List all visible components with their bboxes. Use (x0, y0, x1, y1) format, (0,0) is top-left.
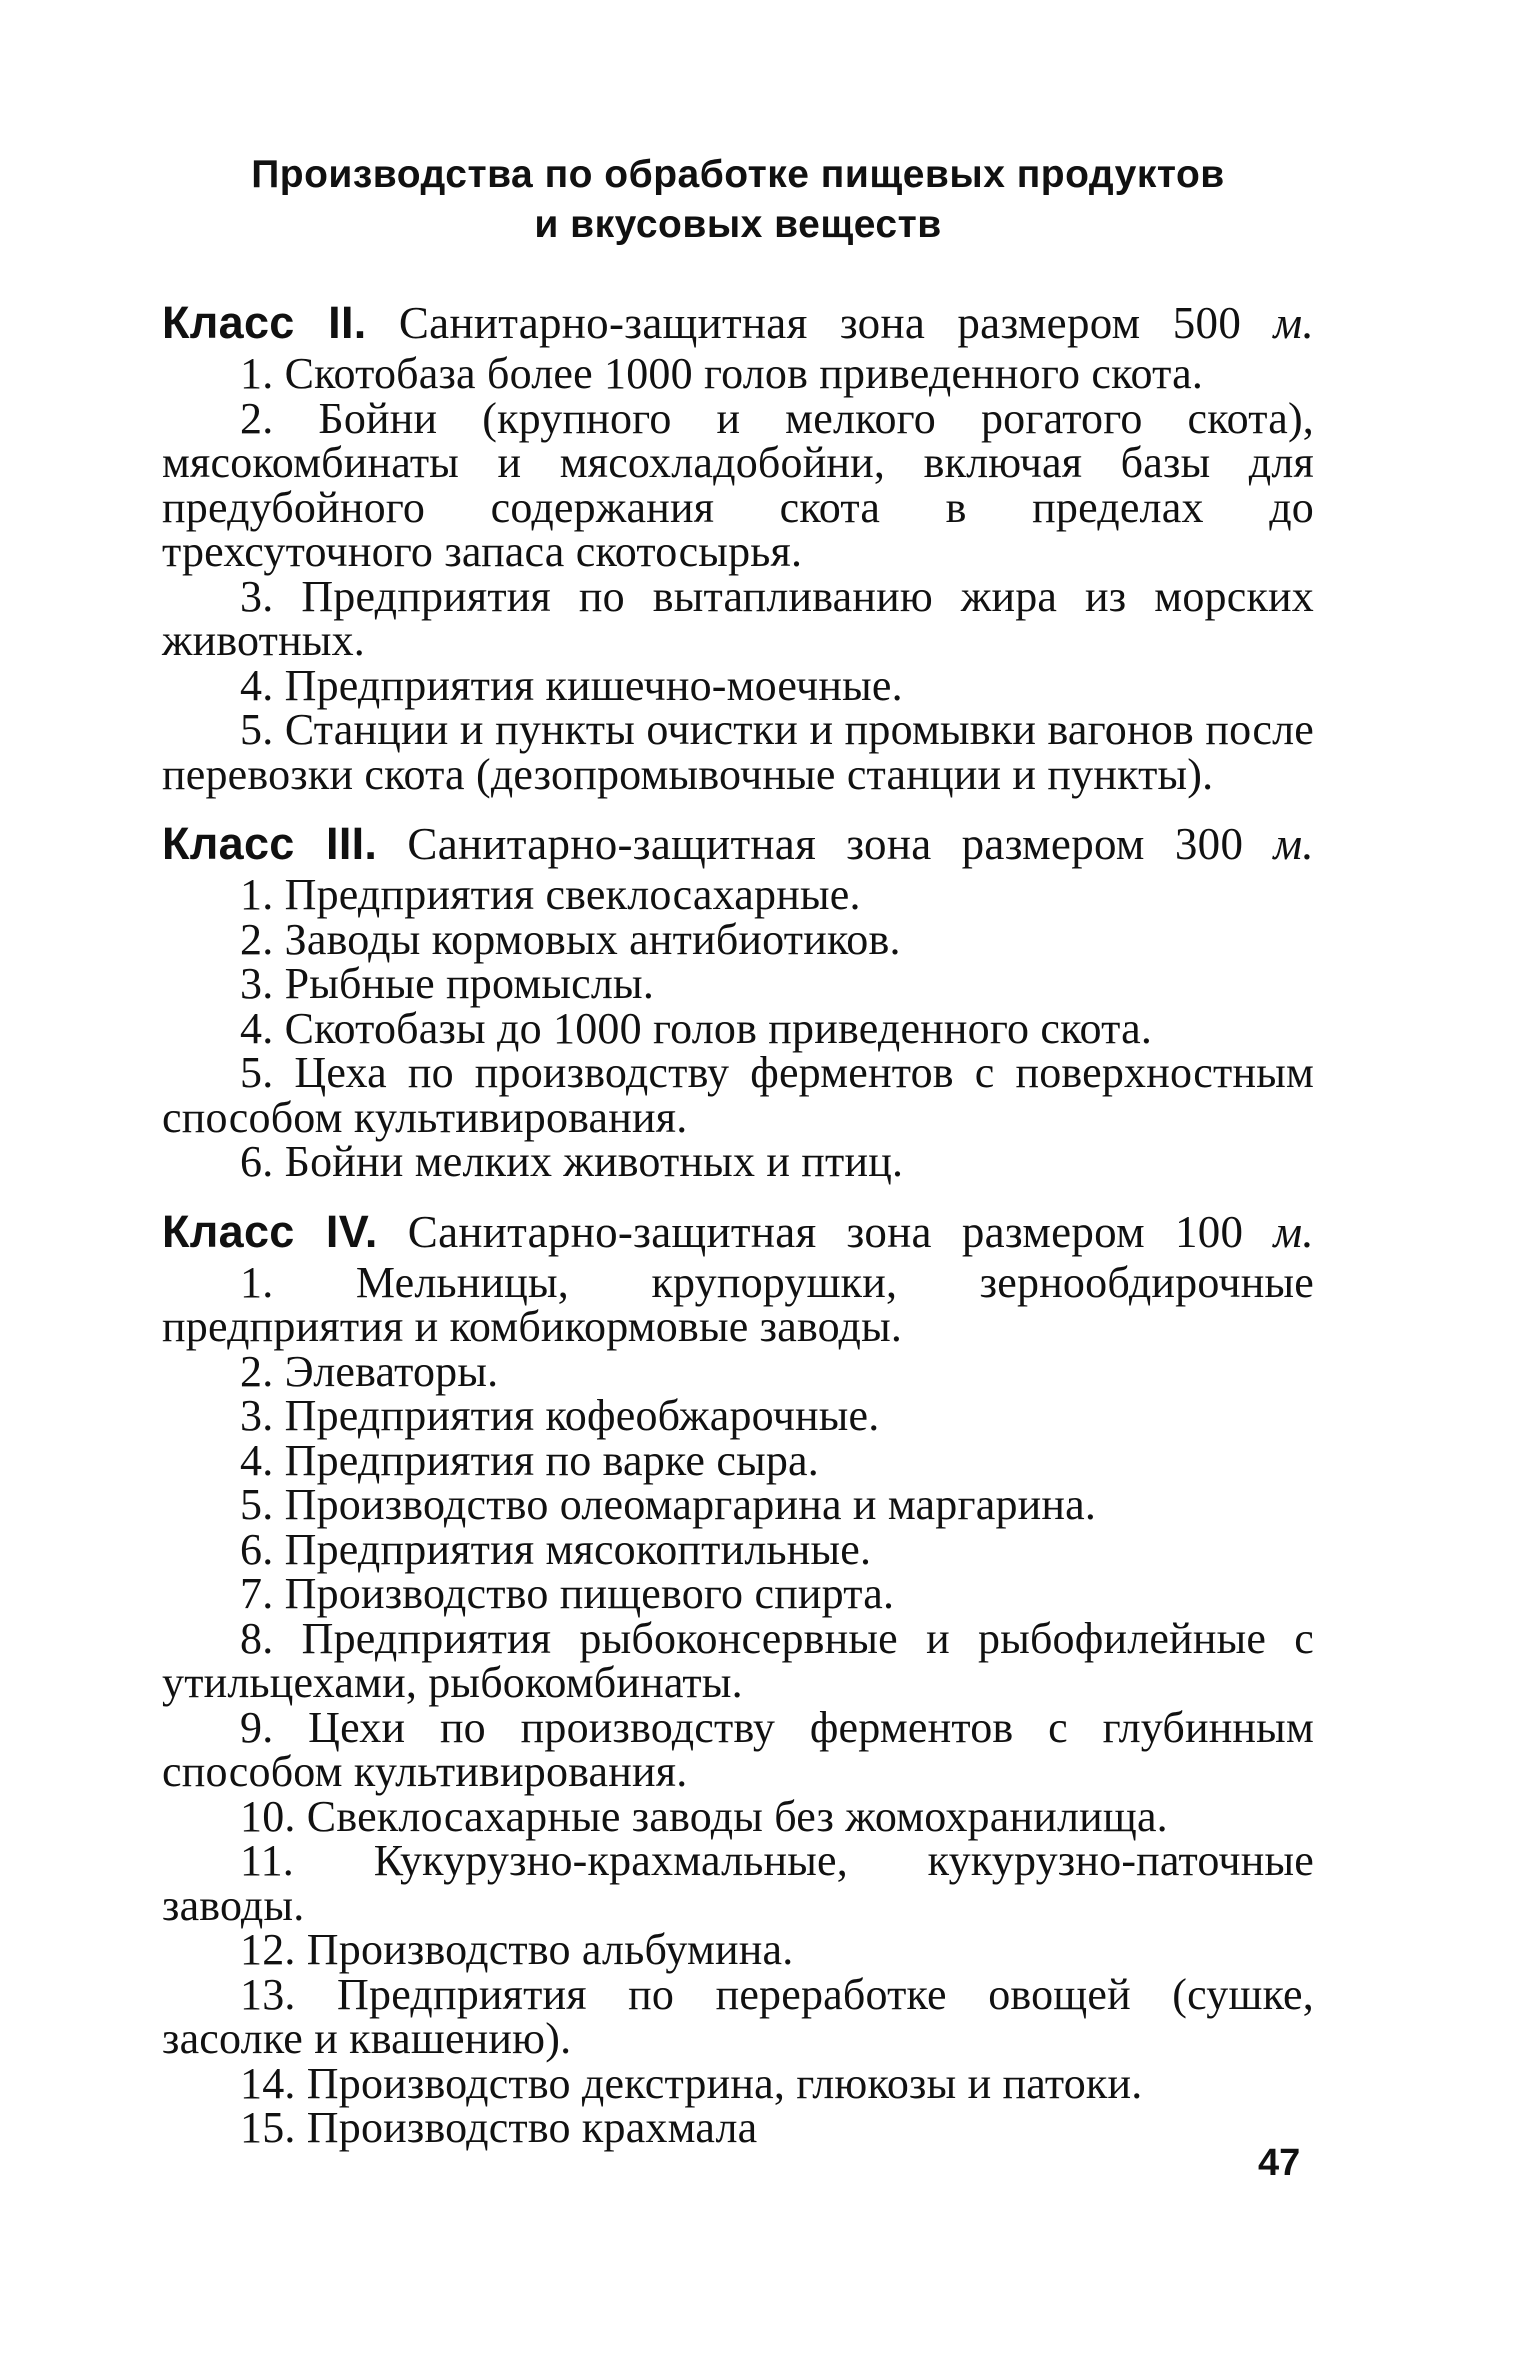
list-item: 7. Производство пищевого спирта. (240, 1569, 895, 1618)
class-iv-section (162, 1205, 1314, 2152)
zone-unit: м. (1273, 819, 1314, 869)
zone-unit: м. (1273, 298, 1314, 348)
list-item: 1. Мельницы, крупорушки, зернообдирочные предприятия и комбикормовые заводы. (162, 1257, 1314, 1351)
list-item: 10. Свеклосахарные заводы без жомохранилища. (240, 1791, 1168, 1841)
list-item: 1. Скотобаза более 1000 голов приведенного скота. (240, 349, 1204, 398)
zone-text: Санитарно-защитная зона размером 500 (398, 298, 1242, 348)
zone-text: Санитарно-защитная зона размером 300 (407, 819, 1244, 869)
class-label: Класс IV. (162, 1205, 378, 1257)
title-line-1: Производства по обработке пищевых продуктов (251, 153, 1225, 196)
zone-text: Санитарно-защитная зона размером 100 (407, 1206, 1244, 1257)
page-content (162, 150, 1314, 2175)
class-label: Класс II. (162, 297, 367, 348)
list-item: 5. Цеха по производству ферментов с поверхностным способом культивирования. (162, 1048, 1314, 1142)
list-item: 5. Производство олеомаргарина и маргарина. (240, 1480, 1097, 1529)
list-item: 8. Предприятия рыбоконсервные и рыбофилейные с утильцехами, рыбокомбинаты. (162, 1613, 1314, 1707)
title-line-2: и вкусовых веществ (534, 203, 942, 246)
section-title (162, 150, 1314, 250)
class-iv-heading (162, 1205, 1314, 1257)
list-item: 14. Производство декстрина, глюкозы и патоки. (240, 2058, 1143, 2108)
list-item: 15. Производство крахмала (240, 2103, 758, 2152)
class-label: Класс III. (162, 818, 378, 869)
list-item: 4. Предприятия кишечно-моечные. (240, 660, 903, 710)
list-item: 2. Элеваторы. (240, 1346, 499, 1396)
list-item: 4. Предприятия по варке сыра. (240, 1435, 819, 1485)
zone-unit: м. (1273, 1206, 1314, 1257)
list-item: 6. Бойни мелких животных и птиц. (240, 1137, 904, 1186)
list-item: 5. Станции и пункты очистки и промывки вагонов после перевозки скота (дезопромывочные станции и пункты). (162, 705, 1314, 799)
list-item: 6. Предприятия мясокоптильные. (240, 1524, 872, 1574)
page-number: 47 (1258, 2142, 1301, 2184)
list-item: 3. Предприятия кофеобжарочные. (240, 1391, 880, 1440)
list-item: 1. Предприятия свеклосахарные. (240, 870, 861, 919)
class-ii-heading (162, 297, 1314, 348)
list-item: 4. Скотобазы до 1000 голов приведенного скота. (240, 1003, 1153, 1053)
list-item: 2. Заводы кормовых антибиотиков. (240, 914, 901, 964)
list-item: 9. Цехи по производству ферментов с глубинным способом культивирования. (162, 1702, 1314, 1796)
list-item: 13. Предприятия по переработке овощей (сушке, засолке и квашению). (162, 1969, 1314, 2063)
list-item: 3. Предприятия по вытапливанию жира из морских животных. (162, 571, 1314, 665)
list-item: 3. Рыбные промыслы. (240, 959, 655, 1008)
class-ii-section (162, 297, 1314, 799)
class-iii-heading (162, 818, 1314, 869)
list-item: 2. Бойни (крупного и мелкого рогатого скота), мясокомбинаты и мясохладобойни, включая базы для предубойного содержания скота в пределах до трехсуточного запаса скотосырья. (162, 393, 1314, 576)
list-item: 11. Кукурузно-крахмальные, кукурузно-паточные заводы. (162, 1836, 1314, 1930)
class-iii-section (162, 818, 1314, 1186)
list-item: 12. Производство альбумина. (240, 1925, 794, 1974)
